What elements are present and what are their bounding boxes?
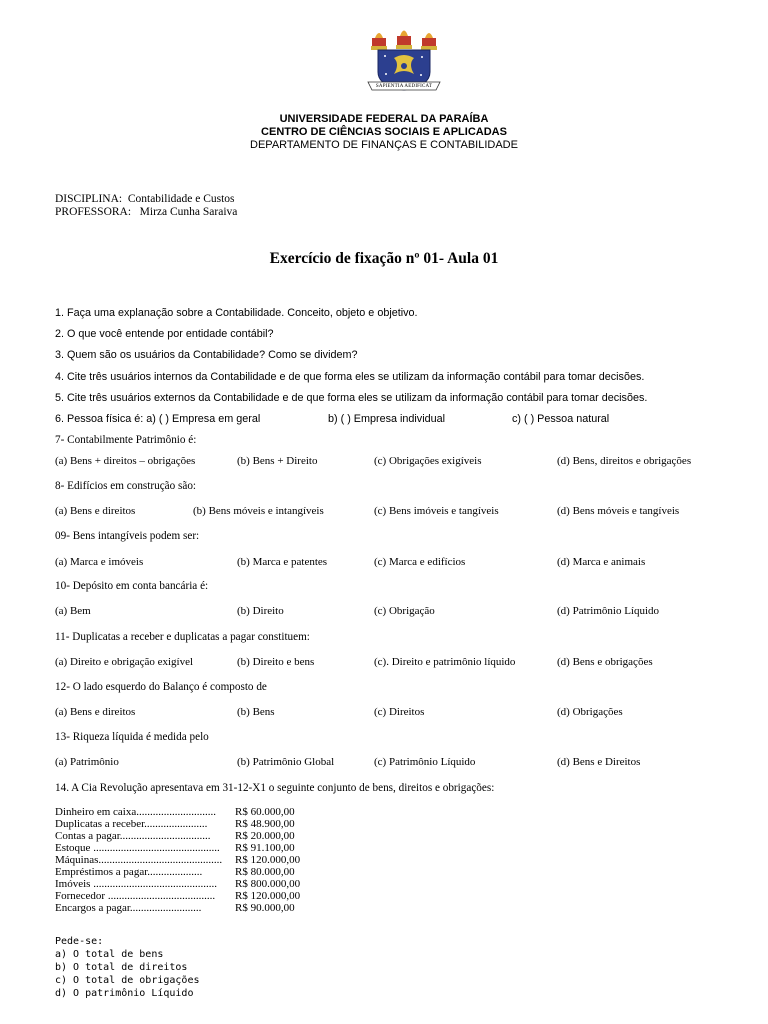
- balance-items-list: [55, 806, 307, 914]
- option-c: (c) Direitos: [374, 706, 425, 718]
- list-item: [55, 866, 307, 878]
- logo-motto: SAPIENTIA AEDIFICAT: [375, 84, 433, 89]
- requested-section: [55, 935, 200, 1000]
- torch-flames-icon: [371, 31, 437, 51]
- requested-intro: Pede-se:: [55, 936, 104, 947]
- list-item: [55, 854, 307, 866]
- item-value: R$ 80.000,00: [235, 866, 295, 878]
- item-value: R$ 120.000,00: [235, 854, 301, 866]
- requested-item-b: b) O total de direitos: [55, 962, 188, 973]
- item-label: Empréstimos a pagar....................: [55, 866, 203, 878]
- question-11: 11- Duplicatas a receber e duplicatas a pagar constituem:: [55, 631, 310, 643]
- option-b: (b) Bens + Direito: [237, 455, 318, 467]
- option-a: (a) Bens e direitos: [55, 505, 136, 517]
- exercise-title: Exercício de fixação nº 01- Aula 01: [269, 250, 499, 267]
- option-b: (b) Direito: [237, 605, 284, 617]
- option-c: (c) Obrigação: [374, 605, 435, 617]
- requested-item-a: a) O total de bens: [55, 949, 164, 960]
- option-c: (c). Direito e patrimônio líquido: [374, 656, 516, 668]
- list-item: [55, 842, 307, 854]
- question-4: 4. Cite três usuários internos da Contabilidade e de que forma eles se utilizam da informação contábil para tomar decisões.: [55, 371, 645, 383]
- item-value: R$ 800.000,00: [235, 878, 301, 890]
- question-6-option-b: b) ( ) Empresa individual: [328, 413, 446, 425]
- option-d: (d) Bens móveis e tangíveis: [557, 505, 680, 517]
- item-label: Fornecedor .......................................: [55, 890, 216, 902]
- item-value: R$ 120.000,00: [235, 890, 301, 902]
- item-label: Encargos a pagar..........................: [55, 902, 202, 914]
- question-6-option-a: 6. Pessoa física é: a) ( ) Empresa em geral: [55, 413, 261, 425]
- option-d: (d) Obrigações: [557, 706, 623, 718]
- option-b: (b) Patrimônio Global: [237, 756, 335, 768]
- list-item: [55, 890, 307, 902]
- item-value: R$ 60.000,00: [235, 806, 295, 818]
- list-item: [55, 902, 307, 914]
- option-a: (a) Direito e obrigação exigível: [55, 656, 194, 668]
- list-item: [55, 806, 307, 818]
- university-name: UNIVERSIDADE FEDERAL DA PARAÍBA: [279, 113, 489, 125]
- question-8: 8- Edifícios em construção são:: [55, 480, 197, 492]
- item-label: Dinheiro em caixa.............................: [55, 806, 216, 818]
- discipline-line: DISCIPLINA: Contabilidade e Custos: [55, 193, 235, 205]
- option-b: (b) Bens: [237, 706, 275, 718]
- question-10: 10- Depósito em conta bancária é:: [55, 580, 209, 592]
- requested-item-d: d) O patrimônio Líquido: [55, 988, 194, 999]
- item-value: R$ 20.000,00: [235, 830, 295, 842]
- question-14: 14. A Cia Revolução apresentava em 31-12-X1 o seguinte conjunto de bens, direitos e obrigações:: [55, 782, 495, 794]
- option-d: (d) Bens, direitos e obrigações: [557, 455, 692, 467]
- question-2: 2. O que você entende por entidade contábil?: [55, 328, 274, 340]
- option-a: (a) Bem: [55, 605, 91, 617]
- option-d: (d) Patrimônio Líquido: [557, 605, 660, 617]
- item-value: R$ 48.900,00: [235, 818, 295, 830]
- question-6-option-c: c) ( ) Pessoa natural: [512, 413, 610, 425]
- teacher-line: PROFESSORA: Mirza Cunha Saraiva: [55, 206, 238, 218]
- requested-item-c: c) O total de obrigações: [55, 975, 200, 986]
- option-a: (a) Bens + direitos – obrigações: [55, 455, 196, 467]
- option-a: (a) Bens e direitos: [55, 706, 136, 718]
- item-label: Máquinas.............................................: [55, 854, 223, 866]
- question-13: 13- Riqueza líquida é medida pelo: [55, 731, 209, 743]
- item-value: R$ 91.100,00: [235, 842, 295, 854]
- option-d: (d) Bens e Direitos: [557, 756, 641, 768]
- center-name: CENTRO DE CIÊNCIAS SOCIAIS E APLICADAS: [261, 126, 507, 138]
- list-item: [55, 818, 307, 830]
- item-label: Estoque ..............................................: [55, 842, 220, 854]
- question-7: 7- Contabilmente Patrimônio é:: [55, 434, 197, 446]
- option-c: (c) Obrigações exigíveis: [374, 455, 482, 467]
- question-9: 09- Bens intangíveis podem ser:: [55, 530, 200, 542]
- option-c: (c) Bens imóveis e tangíveis: [374, 505, 499, 517]
- option-c: (c) Patrimônio Líquido: [374, 756, 476, 768]
- option-a: (a) Marca e imóveis: [55, 556, 144, 568]
- question-3: 3. Quem são os usuários da Contabilidade? Como se dividem?: [55, 349, 358, 361]
- option-a: (a) Patrimônio: [55, 756, 119, 768]
- question-5: 5. Cite três usuários externos da Contabilidade e de que forma eles se utilizam da informação contábil para tomar decisões.: [55, 392, 648, 404]
- item-label: Imóveis .............................................: [55, 878, 217, 890]
- question-12: 12- O lado esquerdo do Balanço é composto de: [55, 681, 267, 693]
- option-d: (d) Bens e obrigações: [557, 656, 653, 668]
- item-label: Duplicatas a receber.......................: [55, 818, 208, 830]
- department-name: DEPARTAMENTO DE FINANÇAS E CONTABILIDADE: [250, 139, 518, 151]
- question-1: 1. Faça uma explanação sobre a Contabilidade. Conceito, objeto e objetivo.: [55, 307, 418, 319]
- option-b: (b) Direito e bens: [237, 656, 315, 668]
- item-label: Contas a pagar.................................: [55, 830, 211, 842]
- option-b: (b) Marca e patentes: [237, 556, 328, 568]
- item-value: R$ 90.000,00: [235, 902, 295, 914]
- list-item: [55, 878, 307, 890]
- list-item: [55, 830, 307, 842]
- option-d: (d) Marca e animais: [557, 556, 646, 568]
- option-b: (b) Bens móveis e intangíveis: [193, 505, 324, 517]
- option-c: (c) Marca e edifícios: [374, 556, 466, 568]
